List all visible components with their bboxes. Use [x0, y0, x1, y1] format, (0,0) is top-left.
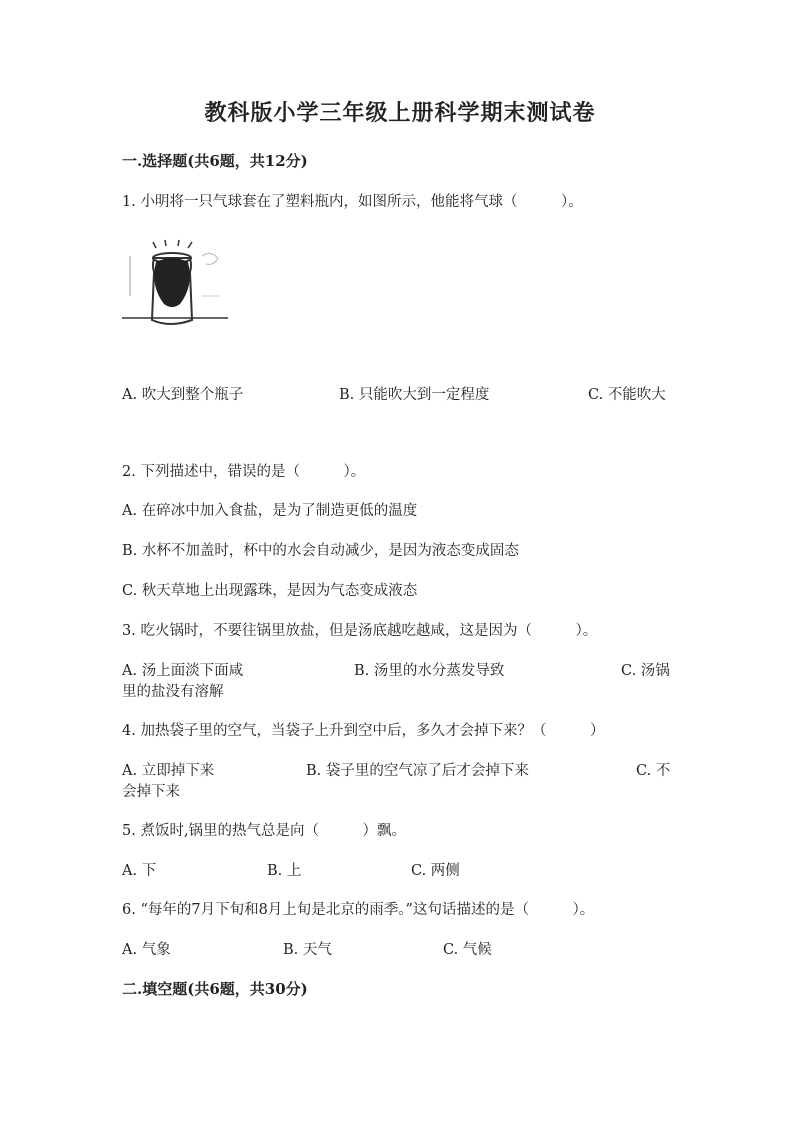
question-1: 1. 小明将一只气球套在了塑料瓶内，如图所示，他能将气球（ ）。	[122, 194, 583, 210]
q2-option-c: C. 秋天草地上出现露珠，是因为气态变成液态	[122, 583, 418, 599]
q4-option-c: C. 不	[636, 763, 671, 779]
q3-option-a: A. 汤上面淡下面咸	[122, 663, 244, 679]
q5-option-c: C. 两侧	[411, 863, 460, 879]
q3-option-c: C. 汤锅	[621, 663, 670, 679]
question-5: 5. 煮饭时,锅里的热气总是向（ ）飘。	[122, 823, 407, 839]
q6-option-b: B. 天气	[283, 942, 332, 958]
balloon-bottle-figure	[120, 238, 230, 338]
q3-option-c-wrap: 里的盐没有溶解	[122, 684, 224, 700]
q6-option-a: A. 气象	[122, 942, 171, 958]
q4-option-b: B. 袋子里的空气凉了后才会掉下来	[306, 763, 529, 779]
page-title: 教科版小学三年级上册科学期末测试卷	[204, 100, 596, 126]
q1-option-a: A. 吹大到整个瓶子	[122, 387, 244, 403]
q4-option-a: A. 立即掉下来	[122, 763, 215, 779]
q5-option-b: B. 上	[267, 863, 302, 879]
question-3: 3. 吃火锅时，不要往锅里放盐，但是汤底越吃越咸，这是因为（ ）。	[122, 623, 598, 639]
q4-option-c-wrap: 会掉下来	[122, 784, 180, 800]
question-6: 6. “每年的7月下旬和8月上旬是北京的雨季。”这句话描述的是（ ）。	[122, 902, 595, 918]
q6-option-c: C. 气候	[443, 942, 492, 958]
q3-option-b: B. 汤里的水分蒸发导致	[354, 663, 505, 679]
q5-option-a: A. 下	[122, 863, 157, 879]
question-2: 2. 下列描述中，错误的是（ ）。	[122, 464, 366, 480]
q2-option-a: A. 在碎冰中加入食盐，是为了制造更低的温度	[122, 503, 418, 519]
q1-option-b: B. 只能吹大到一定程度	[339, 387, 490, 403]
section-heading-fill: 二.填空题(共6题，共30分)	[122, 980, 308, 998]
section-heading-choice: 一.选择题(共6题，共12分)	[122, 152, 308, 170]
question-4: 4. 加热袋子里的空气，当袋子上升到空中后，多久才会掉下来？（ ）	[122, 723, 605, 739]
q1-option-c: C. 不能吹大	[588, 387, 666, 403]
q2-option-b: B. 水杯不加盖时，杯中的水会自动减少，是因为液态变成固态	[122, 543, 519, 559]
